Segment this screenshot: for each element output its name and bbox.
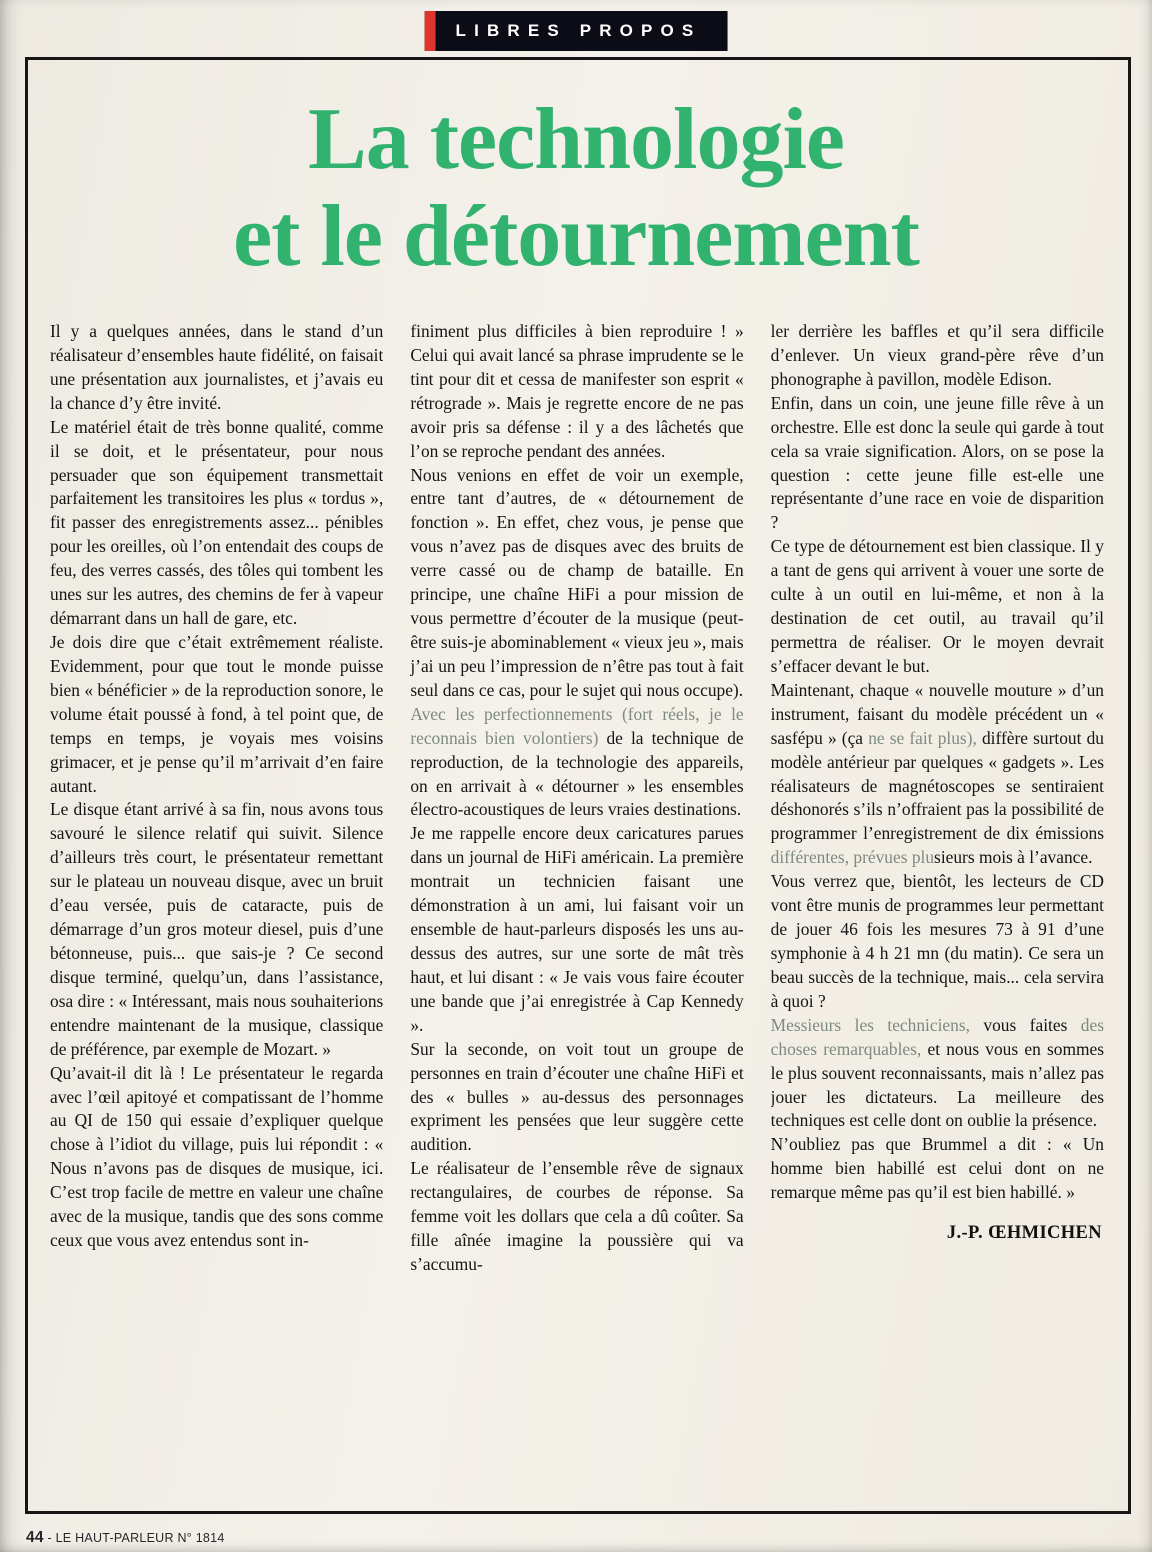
column-2-text <box>410 320 743 1277</box>
column-2 <box>410 320 743 1506</box>
paragraph: Ce type de détournement est bien classique. Il y a tant de gens qui arrivent à vouer une sorte de culte à un outil en lui-même, et non à la destination de cet outil, au travail qu’il permettra de réaliser. Or le moyen devrait s’effacer devant le but. <box>770 536 1104 676</box>
article-title <box>0 92 1152 286</box>
section-banner-label: LIBRES PROPOS <box>455 21 702 40</box>
paragraph: Qu’avait-il dit là ! Le présentateur le regarda avec l’œil apitoyé et compatissant de l’homme au QI de 150 qui essaie d’expliquer quelque chose à l’idiot du village, puis lui répondit : « Nous n’avons pas de disques de musique, ici. C’est trop facile de mettre en valeur une chaîne avec de la musique, tandis que des sons comme ceux que vous avez entendus sont in- <box>50 1062 384 1251</box>
text-run: vous faites <box>983 1014 1081 1035</box>
section-banner <box>425 11 728 51</box>
column-3 <box>771 320 1104 1506</box>
page-footer <box>26 1529 225 1547</box>
paragraph: Sur la seconde, on voit tout un groupe de personnes en train d’écouter une chaîne HiFi et des « bulles » au-dessus des personnages expriment les pensées que leur suggère cette audition. <box>410 1038 744 1155</box>
paragraph: Nous venions en effet de voir un exemple, entre tant d’autres, de « détournement de fonction ». En effet, chez vous, je pense que vous n’avez pas de disques avec des bruits de verre cassé ou de champ de bataille. En principe, une chaîne HiFi a pour mission de vous permettre d’écouter de la musique (peut-être suis-je abominablement « vieux jeu », mais j’ai un peu l’impression de n’être pas tout à fait seul dans ce cas, pour le sujet qui nous occupe). <box>410 464 744 700</box>
text-run: Maintenant, chaque « nouvelle mouture » d’un instrument, faisant du modèle précédent un « sasfépu » (ça <box>770 679 1104 748</box>
paragraph: Vous verrez que, bientôt, les lecteurs de CD vont être munis de programmes leur permettant de jouer 46 fois les mesures 73 à 91 d’une symphonie à 4 h 21 mn (du matin). Ce sera un beau succès de la technique, mais... cela servira à quoi ? <box>770 871 1104 1011</box>
page-number: 44 <box>26 1529 44 1546</box>
text-run: Messieurs les techniciens, <box>770 1014 984 1035</box>
article-title-line-2: et le détournement <box>233 187 919 285</box>
paragraph <box>771 679 1104 870</box>
text-run: différentes, prévues plu <box>770 847 935 868</box>
article-title-line-1: La technologie <box>308 91 844 188</box>
text-run: Avec les perfectionnements (fort réels, je le reconnais bien volontiers) <box>410 703 744 748</box>
paragraph: N’oubliez pas que Brummel a dit : « Un homme bien habillé est celui dont on ne remarque même pas qu’il est bien habillé. » <box>770 1134 1104 1203</box>
text-run: diffère surtout du modèle antérieur par quelques « gadgets ». Les réalisateurs de magnétoscopes se sentiraient déshonorés s’ils n’offraient pas la possibilité de programmer l’enregistrement de dix émissions <box>770 727 1104 844</box>
paragraph: Le disque étant arrivé à sa fin, nous avons tous savouré le silence relatif qui suivit. Silence d’ailleurs très court, le présentateur remettant sur le plateau un nouveau disque, avec un bruit d’eau versée, puis de cataracte, puis de démarrage d’un gros moteur diesel, puis d’une bétonneuse, puis... que sais-je ? Ce second disque terminé, quelqu’un, dans l’assistance, osa dire : « Intéressant, mais nous souhaiterions entendre maintenant de la musique, classique de préférence, par exemple de Mozart. » <box>50 799 384 1059</box>
column-1 <box>50 320 383 1506</box>
text-run: de la technique de reproduction, de la technologie des appareils, on en arrivait à « détourner » les ensembles électro-acoustiques de leurs vraies destinations. <box>410 727 744 820</box>
paragraph <box>771 1014 1104 1134</box>
author-signature: J.-P. ŒHMICHEN <box>946 1223 1102 1244</box>
paragraph: Enfin, dans un coin, une jeune fille rêve à un orchestre. Elle est donc la seule qui garde à tout cela sa vraie signification. Alors, on se pose la question : cette jeune fille est-elle une représentante d’une race en voie de disparition ? <box>770 392 1104 533</box>
paragraph: Il y a quelques années, dans le stand d’un réalisateur d’ensembles haute fidélité, on faisait une présentation aux journalistes, et j’avais eu la chance d’y être invité. <box>50 321 384 413</box>
text-run: sieurs mois à l’avance. <box>934 847 1093 868</box>
column-1-text <box>50 320 383 1253</box>
text-run: et nous vous en sommes le plus souvent reconnaissants, mais n’allez pas jouer les dictateurs. La meilleure des techniques est celle dont on oublie la présence. <box>770 1038 1104 1131</box>
paragraph: finiment plus difficiles à bien reproduire ! » Celui qui avait lancé sa phrase imprudente se le tint pour dit et cessa de manifester son esprit « rétrograde ». Mais je regrette encore de ne pas avoir pris sa défense : il y a des lâchetés que l’on se reproche pendant des années. <box>410 321 744 461</box>
article-body <box>50 320 1104 1506</box>
paragraph: Je me rappelle encore deux caricatures parues dans un journal de HiFi américain. La première montrait un technicien faisant une démonstration à un ami, lui faisant voir un ensemble de haut-parleurs disposés les uns au-dessus des autres, sur une sorte de mât très haut, et lui disant : « Je vais vous faire écouter une bande que j’ai enregistrée à Cap Kennedy ». <box>410 823 744 1035</box>
column-3-text <box>771 320 1104 1205</box>
paragraph: Le matériel était de très bonne qualité, comme il se doit, et le présentateur, pour nous persuader que son équipement transmettait parfaitement les transitoires les plus « tordus », fit passer des enregistrements assez... pénibles pour les oreilles, où l’on entendait des coups de feu, des verres cassés, des tôles qui tombent les unes sur les autres, des chemins de fer à vapeur démarrant dans un hall de gare, etc. <box>50 416 384 629</box>
paragraph <box>410 703 743 823</box>
paragraph: Je dois dire que c’était extrêmement réaliste. Evidemment, pour que tout le monde puisse bien « bénéficier » de la reproduction sonore, le volume était poussé à fond, à tel point que, de temps en temps, je voyais mes voisins grimacer, et je pense qu’il m’arrivait d’en faire autant. <box>50 631 384 796</box>
text-run: ne se fait plus), <box>868 727 982 748</box>
footer-magazine-label: - LE HAUT-PARLEUR N° 1814 <box>43 1531 225 1545</box>
text-run: des choses remarquables, <box>770 1014 1104 1059</box>
paragraph: Le réalisateur de l’ensemble rêve de signaux rectangulaires, de courbes de réponse. Sa femme voit les dollars que cela a dû coûter. Sa fille aînée imagine la poussière qui va s’accumu- <box>410 1158 744 1274</box>
paragraph: ler derrière les baffles et qu’il sera difficile d’enlever. Un vieux grand-père rêve d’un phonographe à pavillon, modèle Edison. <box>770 321 1104 389</box>
banner-red-bar <box>425 11 436 51</box>
